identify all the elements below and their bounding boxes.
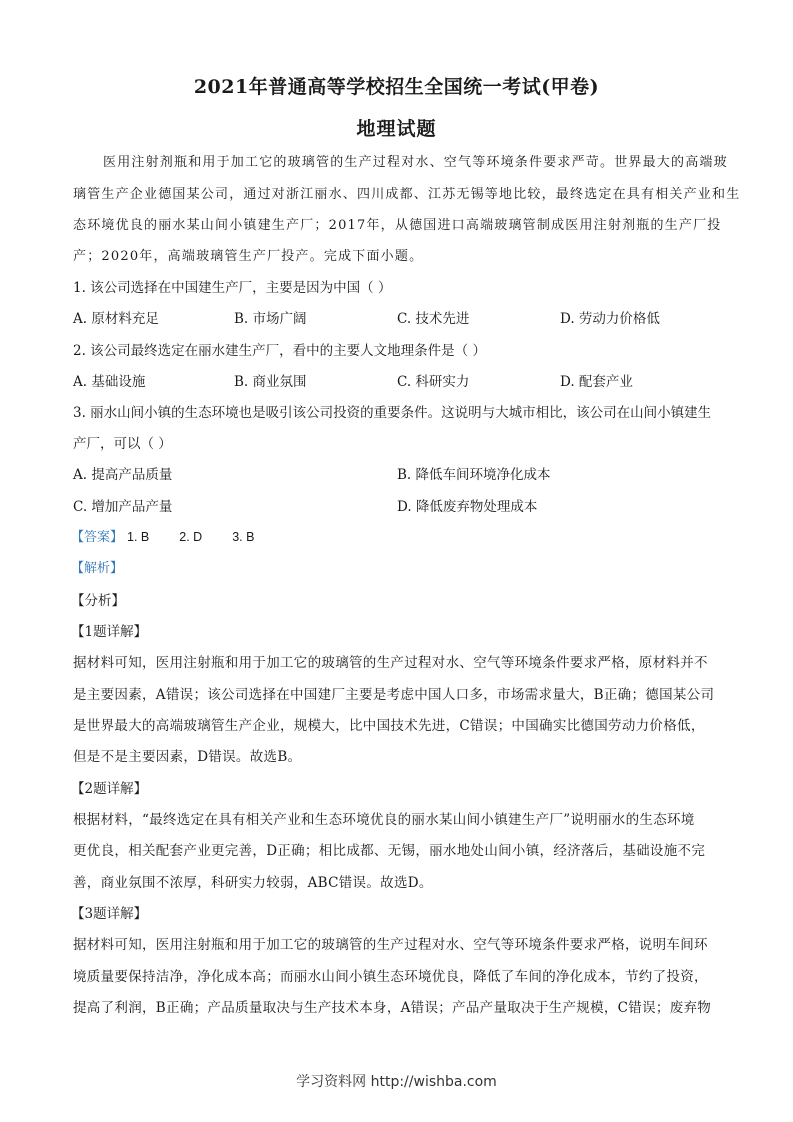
answer-item: 3. B (232, 530, 255, 544)
detail-3-header: 【3题详解】 (71, 906, 148, 922)
question-2-option-d: D. 配套产业 (560, 374, 633, 390)
question-2-option-c: C. 科研实力 (397, 374, 470, 390)
question-3-stem: 3. 丽水山间小镇的生态环境也是吸引该公司投资的重要条件。这说明与大城市相比，该公司在山间小镇建生 (73, 405, 712, 421)
detail-3-line: 据材料可知，医用注射瓶和用于加工它的玻璃管的生产过程对水、空气等环境条件要求严格，说明车间环 (73, 937, 708, 953)
intro-line: 态环境优良的丽水某山间小镇建生产厂；2017年，从德国进口高端玻璃管制成医用注射剂瓶的生产厂投 (73, 218, 722, 233)
detail-3-line: 提高了利润，B正确；产品质量取决与生产技术本身，A错误；产品产量取决于生产规模，C错误；废弃物 (73, 1000, 712, 1016)
question-1-option-a: A. 原材料充足 (73, 311, 159, 327)
question-1-stem: 1. 该公司选择在中国建生产厂，主要是因为中国（ ） (73, 280, 392, 296)
analysis-label: 【解析】 (71, 561, 124, 576)
intro-line: 产；2020年，高端玻璃管生产厂投产。完成下面小题。 (73, 249, 424, 264)
question-3-stem: 产厂，可以（ ） (73, 436, 172, 452)
question-3-option-a: A. 提高产品质量 (73, 467, 173, 483)
question-3-option-d: D. 降低废弃物处理成本 (397, 499, 538, 515)
page-subtitle: 地理试题 (356, 118, 437, 140)
question-2-option-b: B. 商业氛围 (234, 374, 307, 390)
detail-2-header: 【2题详解】 (71, 781, 148, 797)
detail-2-line: 根据材料，“最终选定在具有相关产业和生态环境优良的丽水某山间小镇建生产厂”说明丽水的生态环境 (73, 812, 695, 828)
intro-line: 璃管生产企业德国某公司，通过对浙江丽水、四川成都、江苏无锡等地比较，最终选定在具有相关产业和生 (73, 187, 741, 202)
question-2-option-a: A. 基础设施 (73, 374, 146, 390)
detail-1-line: 据材料可知，医用注射瓶和用于加工它的玻璃管的生产过程对水、空气等环境条件要求严格，原材料并不 (73, 655, 708, 671)
detail-1-line: 是主要因素，A错误；该公司选择在中国建厂主要是考虑中国人口多，市场需求量大，B正确；德国某公司 (73, 687, 715, 703)
detail-2-line: 更优良，相关配套产业更完善，D正确；相比成都、无锡，丽水地处山间小镇，经济落后，基础设施不完 (73, 843, 706, 859)
detail-3-line: 境质量要保持洁净，净化成本高；而丽水山间小镇生态环境优良，降低了车间的净化成本，节约了投资， (73, 969, 708, 985)
intro-line: 医用注射剂瓶和用于加工它的玻璃管的生产过程对水、空气等环境条件要求严苛。世界最大的高端玻 (103, 155, 728, 170)
detail-1-line: 是世界最大的高端玻璃管生产企业，规模大，比中国技术先进，C错误；中国确实比德国劳动力价格低， (73, 718, 705, 734)
fenxi-label: 【分析】 (71, 593, 125, 609)
question-3-option-c: C. 增加产品产量 (73, 499, 173, 515)
question-1-option-b: B. 市场广阔 (234, 311, 307, 327)
answer-item: 1. B (127, 530, 150, 544)
answer-row (71, 526, 254, 545)
detail-1-header: 【1题详解】 (71, 624, 148, 640)
detail-2-line: 善，商业氛围不浓厚，科研实力较弱，ABC错误。故选D。 (73, 875, 433, 891)
page-footer: 学习资料网 http://wishba.com (296, 1074, 497, 1090)
page-title: 2021年普通高等学校招生全国统一考试(甲卷) (193, 76, 600, 98)
question-3-option-b: B. 降低车间环境净化成本 (397, 467, 551, 483)
question-1-option-d: D. 劳动力价格低 (560, 311, 660, 327)
answer-item: 2. D (179, 530, 203, 544)
question-2-stem: 2. 该公司最终选定在丽水建生产厂，看中的主要人文地理条件是（ ） (73, 343, 486, 359)
detail-1-line: 但是不是主要因素，D错误。故选B。 (73, 749, 302, 765)
answer-label: 【答案】 (71, 530, 124, 545)
question-1-option-c: C. 技术先进 (397, 311, 470, 327)
